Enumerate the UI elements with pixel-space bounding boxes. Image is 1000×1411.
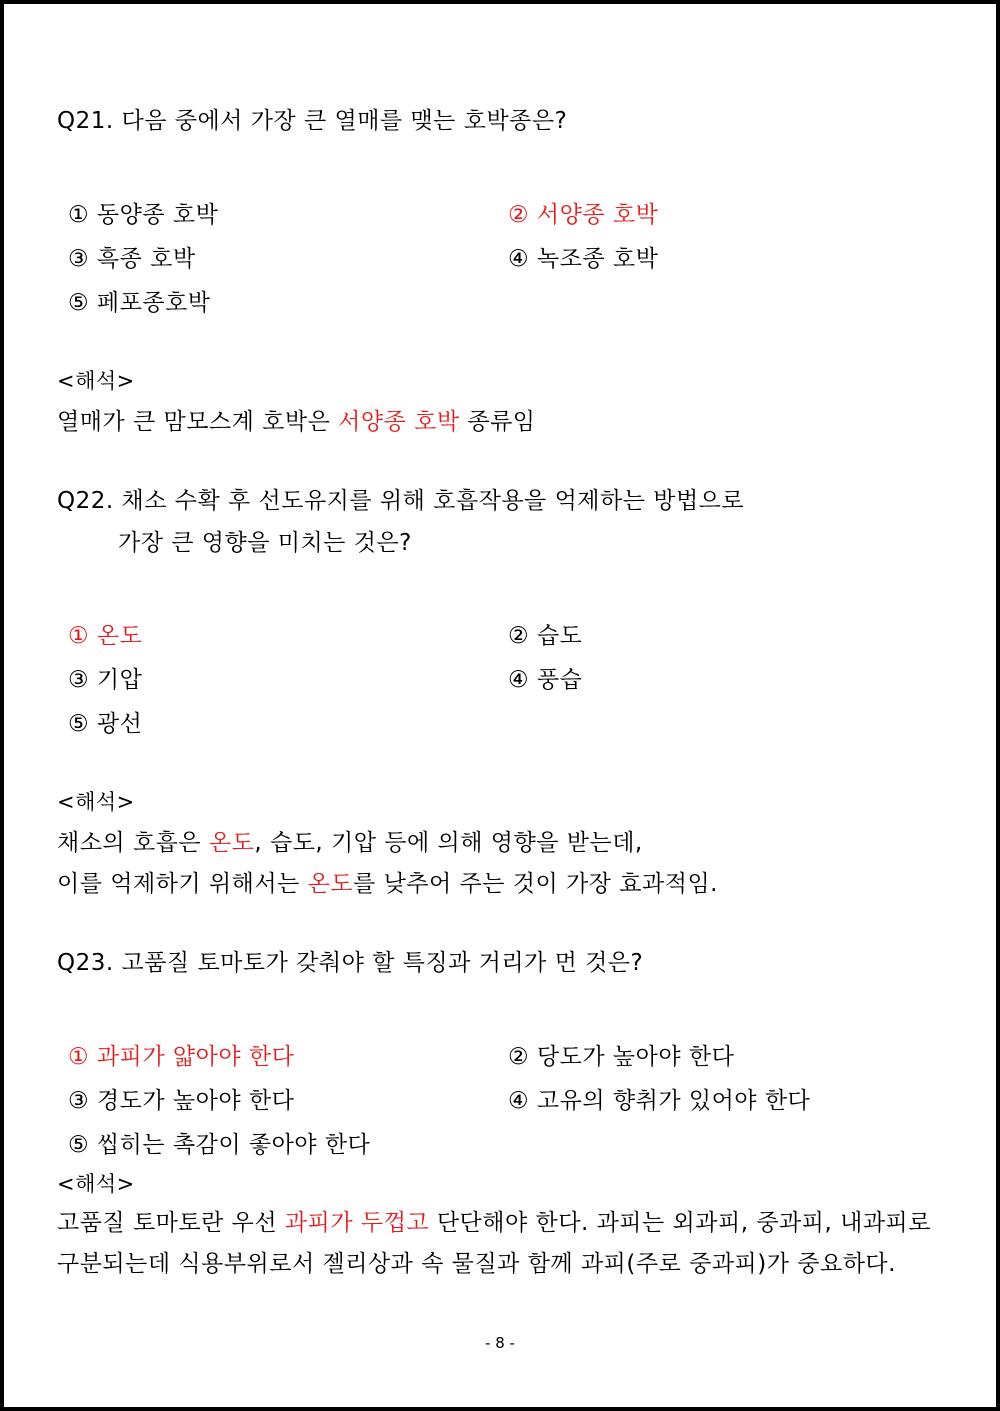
q23-explanation-line1 [57, 1208, 931, 1238]
q23-explanation-highlight: 과피가 두껍고 [284, 1210, 430, 1236]
q21-question: Q21. 다음 중에서 가장 큰 열매를 맺는 호박종은? [57, 108, 568, 134]
q22-explanation-text-end: , 습도, 기압 등에 의해 영향을 받는데, [254, 830, 643, 856]
q21-option-5: ⑤ 페포종호박 [68, 290, 211, 316]
q22-option-5: ⑤ 광선 [68, 711, 143, 737]
q23-option-4: ④ 고유의 향취가 있어야 한다 [508, 1088, 811, 1114]
q21-explanation-label: <해석> [57, 369, 135, 393]
q21-option-4: ④ 녹조종 호박 [508, 246, 659, 272]
q22-option-3: ③ 기압 [68, 667, 143, 693]
q23-question: Q23. 고품질 토마토가 갖춰야 할 특징과 거리가 먼 것은? [57, 950, 644, 976]
q22-explanation2-text: 이를 억제하기 위해서는 [57, 871, 308, 897]
q22-explanation-text: 채소의 호흡은 [57, 830, 209, 856]
q23-explanation-text: 고품질 토마토란 우선 [57, 1210, 285, 1236]
q22-explanation-line1 [57, 828, 643, 858]
q22-explanation-label: <해석> [57, 790, 135, 814]
q21-option-2-answer: ② 서양종 호박 [508, 202, 659, 228]
q23-explanation-text-end: 단단해야 한다. 과피는 외과피, 중과피, 내과피로 [429, 1210, 931, 1236]
q22-explanation-highlight: 온도 [208, 830, 255, 856]
q23-explanation-line2: 구분되는데 식용부위로서 젤리상과 속 물질과 함께 과피(주로 중과피)가 중요하다. [57, 1251, 896, 1277]
q21-explanation-text: 열매가 큰 맘모스계 호박은 [57, 409, 339, 435]
q22-question-line2: 가장 큰 영향을 미치는 것은? [118, 530, 412, 556]
q21-explanation-highlight: 서양종 호박 [338, 409, 460, 435]
q23-option-2: ② 당도가 높아야 한다 [508, 1044, 735, 1070]
q22-option-2: ② 습도 [508, 623, 583, 649]
q21-option-1: ① 동양종 호박 [68, 202, 219, 228]
q22-explanation2-highlight: 온도 [307, 871, 354, 897]
q22-option-4: ④ 풍습 [508, 667, 583, 693]
q21-explanation-text-end: 종류임 [459, 409, 536, 435]
q23-option-3: ③ 경도가 높아야 한다 [68, 1088, 295, 1114]
q22-option-1-answer: ① 온도 [68, 623, 143, 649]
q21-explanation [57, 407, 536, 437]
q22-explanation2-text-end: 를 낮추어 주는 것이 가장 효과적임. [353, 871, 718, 897]
q22-explanation-line2 [57, 869, 718, 899]
q23-explanation-label: <해석> [57, 1172, 135, 1196]
q23-option-5: ⑤ 씹히는 촉감이 좋아야 한다 [68, 1132, 371, 1158]
page-number: - 8 - [485, 1334, 515, 1352]
q23-option-1-answer: ① 과피가 얇아야 한다 [68, 1044, 295, 1070]
q21-option-3: ③ 흑종 호박 [68, 246, 196, 272]
q22-question-line1: Q22. 채소 수확 후 선도유지를 위해 호흡작용을 억제하는 방법으로 [57, 488, 745, 514]
